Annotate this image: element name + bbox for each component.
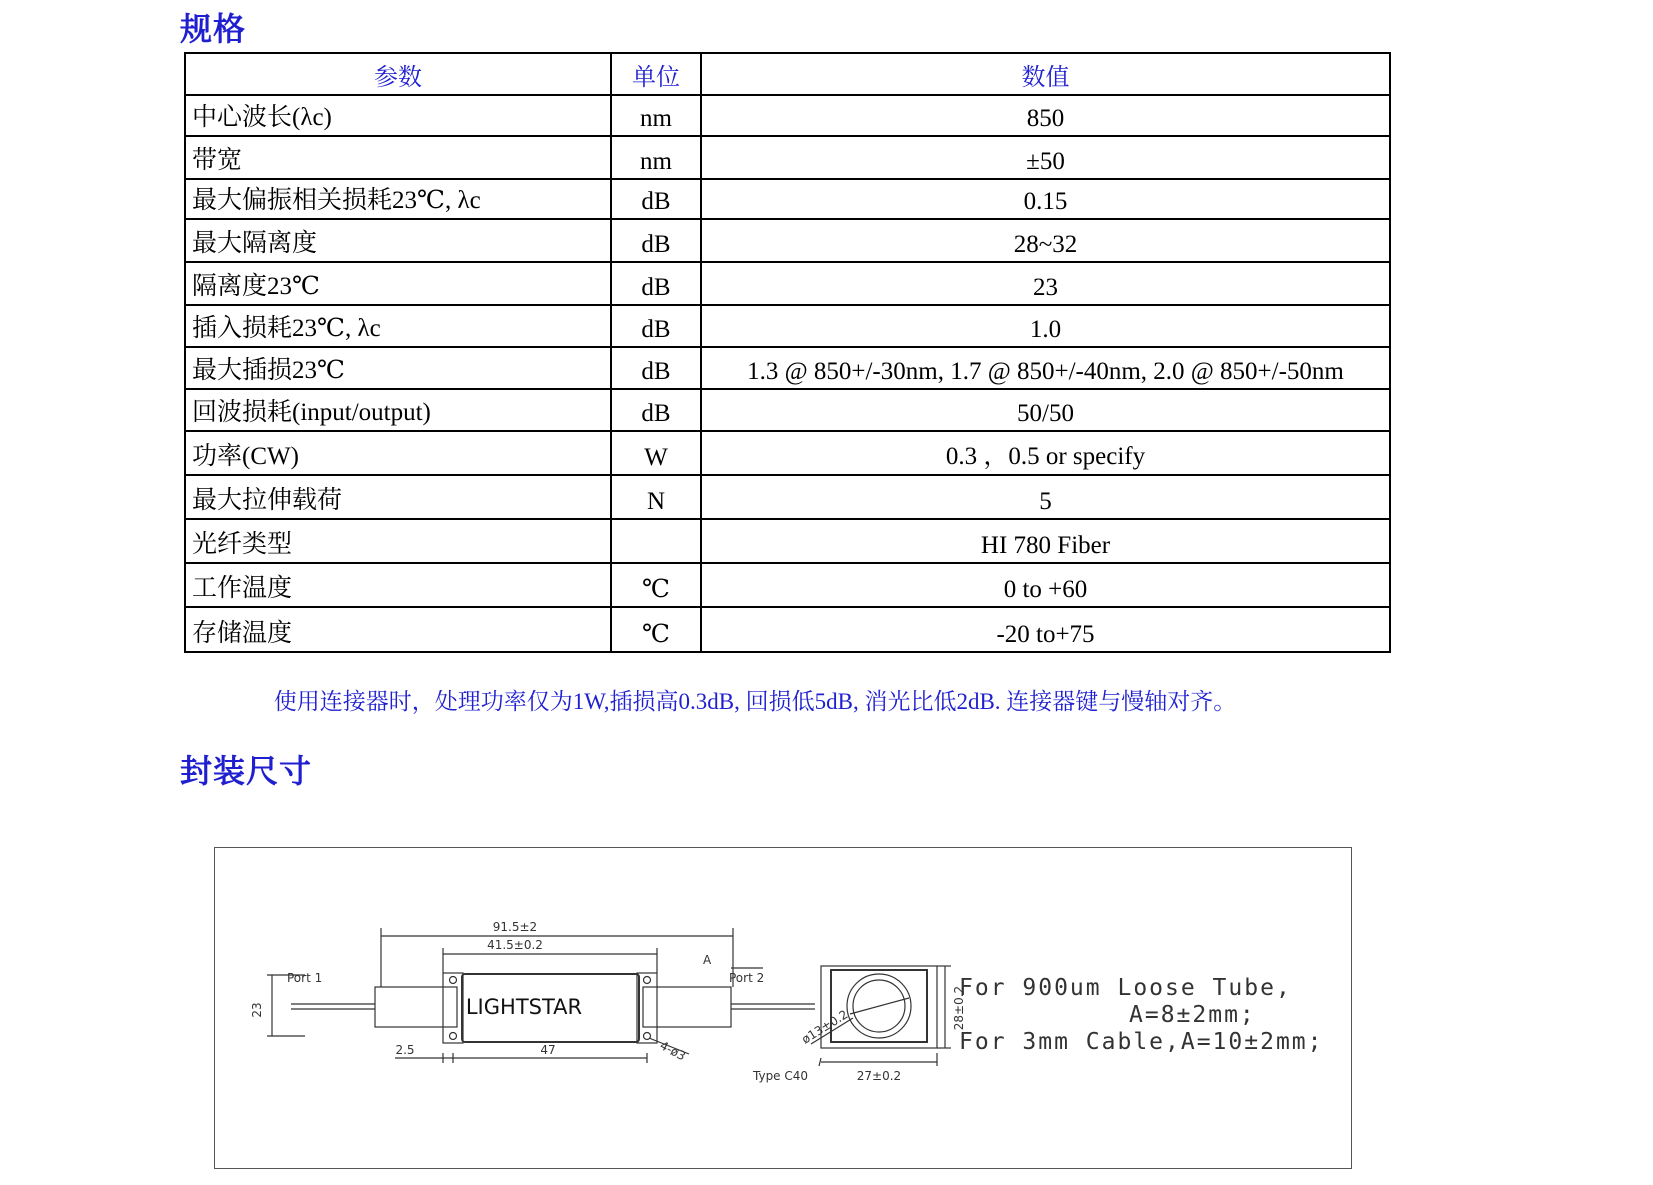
unit-cell: N [611, 475, 701, 519]
end-view-outline [821, 966, 937, 1048]
param-cell: 最大插损23℃ [185, 347, 611, 389]
spec-section-title: 规格 [180, 10, 247, 48]
unit-cell [611, 519, 701, 563]
note-line3: For 3mm Cable,A=10±2mm; [959, 1029, 1324, 1055]
param-cell: 最大偏振相关损耗23℃, λc [185, 179, 611, 219]
table-row [185, 607, 1390, 652]
dim-height: 23 [250, 1002, 264, 1018]
table-row [185, 347, 1390, 389]
boot-right [643, 987, 731, 1027]
value-cell: 5 [701, 475, 1390, 519]
param-cell: 功率(CW) [185, 431, 611, 475]
spec-table [184, 52, 1391, 653]
table-row [185, 519, 1390, 563]
type-label: Type C40 [753, 1069, 809, 1083]
table-row [185, 431, 1390, 475]
unit-cell: ℃ [611, 563, 701, 607]
param-cell: 存储温度 [185, 607, 611, 652]
unit-cell: dB [611, 347, 701, 389]
value-cell: 850 [701, 95, 1390, 136]
unit-cell: ℃ [611, 607, 701, 652]
unit-cell: nm [611, 95, 701, 136]
table-row [185, 136, 1390, 179]
param-cell: 插入损耗23℃, λc [185, 305, 611, 347]
value-cell: 23 [701, 262, 1390, 305]
value-cell: 0.3 ，0.5 or specify [701, 431, 1390, 475]
value-cell: ±50 [701, 136, 1390, 179]
hole-icon [644, 977, 651, 984]
param-cell: 工作温度 [185, 563, 611, 607]
param-cell: 最大拉伸载荷 [185, 475, 611, 519]
dim-holes: 4-ø3 [657, 1038, 688, 1064]
param-cell: 光纤类型 [185, 519, 611, 563]
note-line1: For 900um Loose Tube, [959, 975, 1292, 1001]
table-row [185, 475, 1390, 519]
value-cell: 1.0 [701, 305, 1390, 347]
connector-note: 使用连接器时，处理功率仅为1W,插损高0.3dB, 回损低5dB, 消光比低2dB. 连接器键与慢轴对齐。 [273, 689, 1237, 714]
dim-total: 91.5±2 [492, 920, 538, 934]
boot-left [375, 987, 457, 1027]
header-param: 参数 [185, 53, 611, 95]
dim-left: 2.5 [395, 1043, 415, 1057]
table-row [185, 262, 1390, 305]
value-cell: 28~32 [701, 219, 1390, 262]
dim-dia: ø13±0.2 [799, 1007, 851, 1047]
unit-cell: dB [611, 219, 701, 262]
dim-h28: 28±0.2 [952, 985, 966, 1031]
note-line2: A=8±2mm; [1129, 1002, 1256, 1028]
param-cell: 回波损耗(input/output) [185, 389, 611, 431]
header-value: 数值 [701, 53, 1390, 95]
package-drawing [214, 847, 1352, 1169]
param-cell: 最大隔离度 [185, 219, 611, 262]
table-row [185, 179, 1390, 219]
table-row [185, 389, 1390, 431]
value-cell: -20 to+75 [701, 607, 1390, 652]
table-header-row [185, 53, 1390, 95]
dim-47: 47 [540, 1043, 556, 1057]
unit-cell: nm [611, 136, 701, 179]
value-cell: HI 780 Fiber [701, 519, 1390, 563]
table-row [185, 95, 1390, 136]
value-cell: 50/50 [701, 389, 1390, 431]
value-cell: 0.15 [701, 179, 1390, 219]
hole-icon [450, 977, 457, 984]
dim-a: A [703, 953, 712, 967]
port2-label: Port 2 [729, 971, 765, 985]
unit-cell: dB [611, 389, 701, 431]
port1-label: Port 1 [287, 971, 323, 985]
brand-label: LIGHTSTAR [465, 995, 583, 1019]
header-unit: 单位 [611, 53, 701, 95]
dim-width: 27±0.2 [856, 1069, 902, 1083]
param-cell: 带宽 [185, 136, 611, 179]
hole-icon [450, 1033, 457, 1040]
unit-cell: dB [611, 305, 701, 347]
unit-cell: dB [611, 179, 701, 219]
package-section-title: 封装尺寸 [180, 752, 313, 790]
table-row [185, 305, 1390, 347]
param-cell: 隔离度23℃ [185, 262, 611, 305]
table-row [185, 563, 1390, 607]
value-cell: 1.3 @ 850+/-30nm, 1.7 @ 850+/-40nm, 2.0 @ 850+/-50nm [701, 347, 1390, 389]
value-cell: 0 to +60 [701, 563, 1390, 607]
param-cell: 中心波长(λc) [185, 95, 611, 136]
table-row [185, 219, 1390, 262]
unit-cell: W [611, 431, 701, 475]
unit-cell: dB [611, 262, 701, 305]
dim-body: 41.5±0.2 [487, 938, 543, 952]
